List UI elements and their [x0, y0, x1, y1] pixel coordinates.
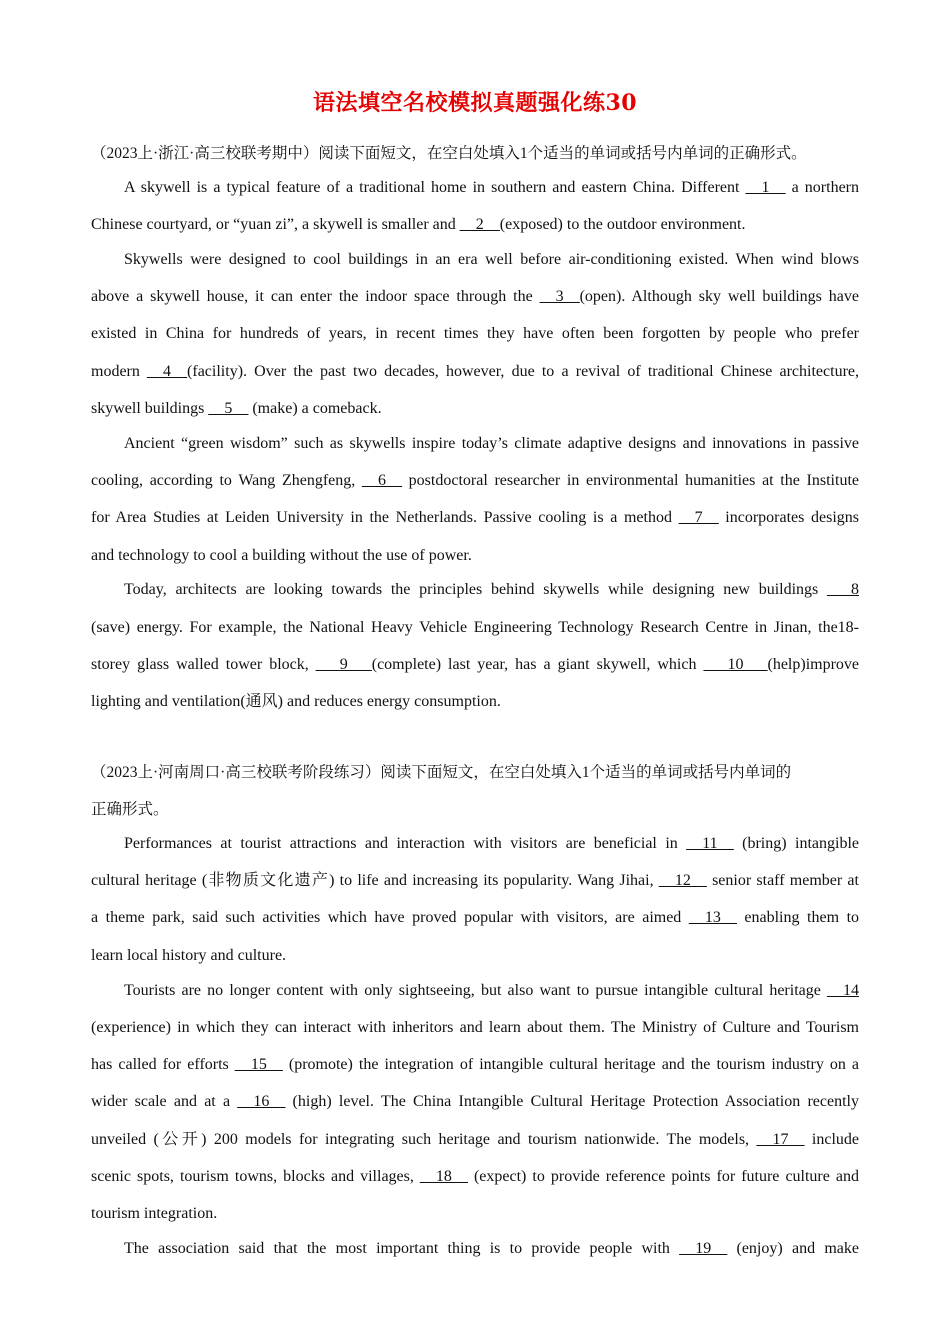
blank-10[interactable]: ___10___	[703, 656, 768, 673]
blank-12[interactable]: __12__	[658, 872, 707, 889]
passage1-p4-line1: Today, architects are looking towards the principles behind skywells while designing new buildings ___8	[124, 581, 859, 598]
blank-17[interactable]: __17__	[756, 1131, 805, 1148]
document-title: 语法填空名校模拟真题强化练30	[312, 90, 638, 116]
blank-13[interactable]: __13__	[688, 909, 737, 926]
blank-6[interactable]: __6__	[361, 472, 402, 489]
passage2-p2-line5: unveiled (公开) 200 models for integrating such heritage and tourism nationwide. The models, __17__ include	[91, 1131, 860, 1148]
passage1-p2-line5: skywell buildings __5__ (make) a comeback.	[91, 400, 382, 417]
passage2-p2-line1: Tourists are no longer content with only sightseeing, but also want to pursue intangible cultural heritage __14	[124, 982, 859, 999]
blank-1[interactable]: __1__	[745, 179, 786, 196]
passage1-p2-line2: above a skywell house, it can enter the indoor space through the __3__(open). Although sky well buildings have	[91, 288, 860, 305]
blank-9[interactable]: ___9___	[315, 656, 372, 673]
passage1-p1-line1: A skywell is a typical feature of a traditional home in southern and eastern China. Different __1__ a northern	[124, 179, 859, 196]
passage2-p1-line1: Performances at tourist attractions and interaction with visitors are beneficial in __11__ (bring) intangible	[124, 835, 859, 852]
passage1-p3-line2: cooling, according to Wang Zhengfeng, __6__ postdoctoral researcher in environmental humanities at the Institute	[91, 472, 859, 489]
passage1-p3-line3: for Area Studies at Leiden University in the Netherlands. Passive cooling is a method __7__ incorporates designs	[91, 509, 859, 526]
passage2-p2-line3: has called for efforts __15__ (promote) the integration of intangible cultural heritage and the tourism industry on a	[91, 1056, 860, 1073]
blank-2[interactable]: __2__	[459, 216, 500, 233]
passage1-p4-line3: storey glass walled tower block, ___9___(complete) last year, has a giant skywell, which ___10___(help)improve	[91, 656, 860, 673]
passage2-p3-line1: The association said that the most important thing is to provide people with __19__ (enjoy) and make	[124, 1240, 860, 1257]
passage2-p1-line4: learn local history and culture.	[91, 947, 287, 964]
passage2-p1-line2: cultural heritage (非物质文化遗产) to life and increasing its popularity. Wang Jihai, __12__ senior staff member at	[91, 872, 859, 889]
passage1-p2-line1: Skywells were designed to cool buildings in an era well before air-conditioning existed. When wind blows	[124, 251, 859, 268]
blank-11[interactable]: __11__	[686, 835, 734, 852]
passage1-p3-line4: and technology to cool a building without the use of power.	[91, 547, 472, 564]
blank-8[interactable]: ___8	[827, 581, 859, 598]
blank-18[interactable]: __18__	[419, 1168, 468, 1185]
passage1-p2-line3: existed in China for hundreds of years, in recent times they have often been forgotten by people who prefer	[91, 325, 859, 342]
passage1-p2-line4: modern __4__(facility). Over the past two decades, however, due to a revival of traditional Chinese architecture,	[91, 363, 859, 380]
passage1-source-line: （2023上·浙江·高三校联考期中）阅读下面短文，在空白处填入1个适当的单词或括号内单词的正确形式。	[91, 145, 807, 162]
passage1-p4-line4: lighting and ventilation(通风) and reduces energy consumption.	[91, 693, 501, 710]
passage2-source-line2: 正确形式。	[91, 801, 169, 818]
passage2-p2-line2: (experience) in which they can interact with inheritors and learn about them. The Ministry of Culture and Tourism	[91, 1019, 859, 1036]
passage2-p2-line6: scenic spots, tourism towns, blocks and villages, __18__ (expect) to provide reference points for future culture and	[91, 1168, 860, 1185]
blank-3[interactable]: __3__	[539, 288, 580, 305]
passage2-p1-line3: a theme park, said such activities which have proved popular with visitors, are aimed __13__ enabling them to	[91, 909, 860, 926]
passage2-source-line1: （2023上·河南周口·高三校联考阶段练习）阅读下面短文，在空白处填入1个适当的单词或括号内单词的	[91, 764, 792, 781]
blank-4[interactable]: __4__	[147, 363, 188, 380]
passage1-p1-line2: Chinese courtyard, or “yuan zi”, a skywell is smaller and __2__(exposed) to the outdoor environment.	[91, 216, 746, 233]
passage2-p2-line4: wider scale and at a __16__ (high) level. The China Intangible Cultural Heritage Protection Association recently	[91, 1093, 859, 1110]
blank-16[interactable]: __16__	[237, 1093, 286, 1110]
blank-19[interactable]: __19__	[679, 1240, 728, 1257]
blank-7[interactable]: __7__	[678, 509, 719, 526]
blank-5[interactable]: __5__	[208, 400, 249, 417]
blank-14[interactable]: __14	[827, 982, 859, 999]
blank-15[interactable]: __15__	[234, 1056, 283, 1073]
passage2-p2-line7: tourism integration.	[91, 1205, 218, 1222]
passage1-p3-line1: Ancient “green wisdom” such as skywells inspire today’s climate adaptive designs and innovations in passive	[124, 435, 859, 452]
passage1-p4-line2: (save) energy. For example, the National Heavy Vehicle Engineering Technology Research Centre in Jinan, the18-	[91, 619, 859, 636]
